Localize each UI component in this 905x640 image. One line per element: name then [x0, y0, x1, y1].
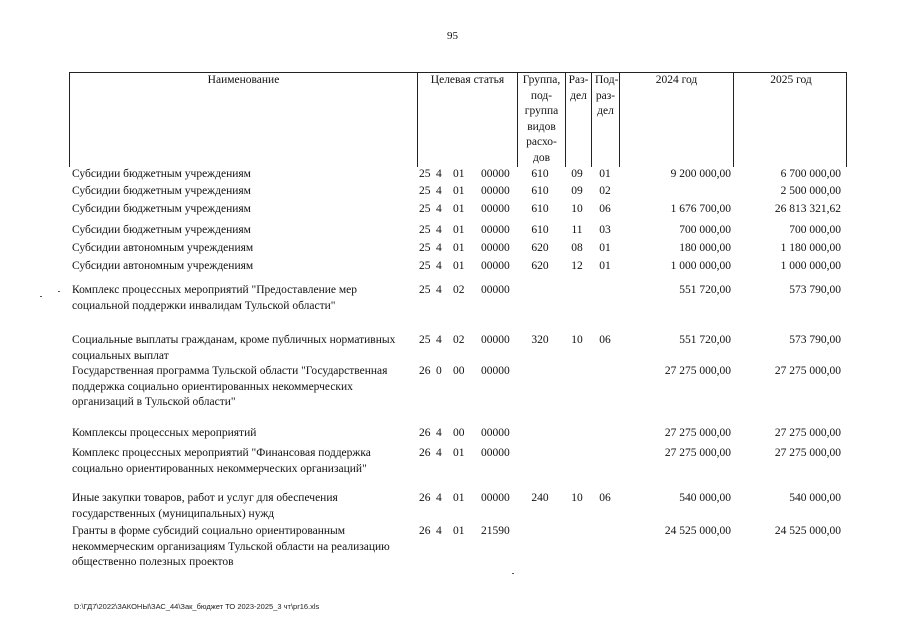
target-code-part: 00000 — [481, 284, 510, 296]
section: 09 — [571, 168, 583, 180]
target-code-part: 4 — [436, 334, 442, 346]
target-code-part: 4 — [436, 168, 442, 180]
header-section: Раз-дел — [565, 73, 591, 167]
expense-group: 610 — [531, 224, 549, 236]
row-name: Социальные выплаты гражданам, кроме публичных нормативных социальных выплат — [72, 334, 396, 362]
table-body — [69, 167, 847, 577]
amount-2025: 2 500 000,00 — [780, 185, 841, 197]
target-code-part: 00000 — [481, 224, 510, 236]
target-code-part: 25 — [419, 260, 431, 272]
subsection: 03 — [599, 224, 611, 236]
table-header — [69, 72, 847, 167]
subsection: 06 — [599, 334, 611, 346]
amount-2024: 180 000,00 — [679, 242, 731, 254]
target-code-part: 00000 — [481, 242, 510, 254]
target-code-part: 00000 — [481, 334, 510, 346]
target-code-part: 0 — [436, 365, 442, 377]
target-code-part: 26 — [419, 492, 431, 504]
target-code-part: 26 — [419, 447, 431, 459]
header-target: Целевая статья — [417, 73, 517, 167]
row-name: Субсидии автономным учреждениям — [72, 242, 254, 254]
amount-2025: 27 275 000,00 — [774, 447, 841, 459]
row-name: Субсидии бюджетным учреждениям — [72, 203, 251, 215]
target-code-part: 26 — [419, 525, 431, 537]
amount-2025: 700 000,00 — [789, 224, 841, 236]
target-code-part: 4 — [436, 525, 442, 537]
amount-2024: 24 525 000,00 — [664, 525, 731, 537]
file-path: D:\ГД7\2022\ЗАКОНЫ\ЗАС_44\Зак_бюджет ТО 2023-2025_3 чт\pr16.xls — [74, 602, 320, 611]
section: 10 — [571, 203, 583, 215]
target-code-part: 00000 — [481, 260, 510, 272]
expense-group: 240 — [531, 492, 549, 504]
section: 11 — [571, 224, 583, 236]
amount-2025: 6 700 000,00 — [780, 168, 841, 180]
target-code-part: 25 — [419, 284, 431, 296]
target-code-part: 00000 — [481, 185, 510, 197]
header-year-2024: 2024 год — [619, 73, 733, 167]
amount-2025: 573 790,00 — [789, 284, 841, 296]
expense-group: 620 — [531, 260, 549, 272]
target-code-part: 00 — [453, 427, 465, 439]
target-code-part: 4 — [436, 260, 442, 272]
section: 10 — [571, 492, 583, 504]
amount-2025: 1 180 000,00 — [780, 242, 841, 254]
target-code-part: 01 — [453, 447, 465, 459]
target-code-part: 01 — [453, 224, 465, 236]
target-code-part: 25 — [419, 224, 431, 236]
header-group: Группа, под-группа видов расхо-дов — [517, 73, 565, 167]
target-code-part: 21590 — [481, 525, 510, 537]
header-name: Наименование — [207, 74, 280, 86]
amount-2024: 27 275 000,00 — [664, 427, 731, 439]
target-code-part: 02 — [453, 334, 465, 346]
target-code-part: 00000 — [481, 203, 510, 215]
scan-speck — [512, 573, 514, 574]
expense-group: 610 — [531, 185, 549, 197]
expense-group: 610 — [531, 203, 549, 215]
expense-group: 620 — [531, 242, 549, 254]
target-code-part: 25 — [419, 203, 431, 215]
target-code-part: 00 — [453, 365, 465, 377]
target-code-part: 00000 — [481, 365, 510, 377]
amount-2024: 700 000,00 — [679, 224, 731, 236]
subsection: 01 — [599, 168, 611, 180]
budget-table — [69, 72, 847, 577]
subsection: 01 — [599, 242, 611, 254]
target-code-part: 25 — [419, 185, 431, 197]
target-code-part: 25 — [419, 242, 431, 254]
target-code-part: 26 — [419, 365, 431, 377]
amount-2025: 573 790,00 — [789, 334, 841, 346]
row-name: Субсидии бюджетным учреждениям — [72, 224, 251, 236]
target-code-part: 01 — [453, 242, 465, 254]
header-subsection: Под-раз-дел — [591, 73, 619, 167]
amount-2025: 24 525 000,00 — [774, 525, 841, 537]
target-code-part: 4 — [436, 203, 442, 215]
amount-2025: 27 275 000,00 — [774, 365, 841, 377]
subsection: 01 — [599, 260, 611, 272]
target-code-part: 4 — [436, 224, 442, 236]
target-code-part: 00000 — [481, 492, 510, 504]
amount-2024: 9 200 000,00 — [670, 168, 731, 180]
row-name: Гранты в форме субсидий социально ориентированным некоммерческим организациям Тульской области на реализацию общественно полезных проектов — [72, 525, 390, 568]
row-name: Субсидии бюджетным учреждениям — [72, 185, 251, 197]
expense-group: 320 — [531, 334, 549, 346]
target-code-part: 4 — [436, 492, 442, 504]
target-code-part: 01 — [453, 185, 465, 197]
row-name: Государственная программа Тульской области "Государственная поддержка социально ориентированных некоммерческих организаций в Тульской области" — [72, 365, 388, 408]
target-code-part: 4 — [436, 447, 442, 459]
row-name: Субсидии автономным учреждениям — [72, 260, 254, 272]
row-name: Иные закупки товаров, работ и услуг для обеспечения государственных (муниципальных) нужд — [72, 492, 338, 520]
scan-speck — [58, 291, 60, 292]
target-code-part: 02 — [453, 284, 465, 296]
target-code-part: 4 — [436, 284, 442, 296]
expense-group: 610 — [531, 168, 549, 180]
amount-2025: 26 813 321,62 — [774, 203, 841, 215]
scan-speck — [40, 296, 42, 297]
amount-2024: 27 275 000,00 — [664, 447, 731, 459]
subsection: 06 — [599, 203, 611, 215]
page-number: 95 — [447, 30, 458, 42]
target-code-part: 25 — [419, 168, 431, 180]
amount-2025: 540 000,00 — [789, 492, 841, 504]
section: 12 — [571, 260, 583, 272]
target-code-part: 25 — [419, 334, 431, 346]
amount-2025: 27 275 000,00 — [774, 427, 841, 439]
amount-2024: 540 000,00 — [679, 492, 731, 504]
target-code-part: 00000 — [481, 447, 510, 459]
target-code-part: 4 — [436, 242, 442, 254]
amount-2025: 1 000 000,00 — [780, 260, 841, 272]
target-code-part: 01 — [453, 168, 465, 180]
subsection: 06 — [599, 492, 611, 504]
target-code-part: 00000 — [481, 168, 510, 180]
row-name: Комплекс процессных мероприятий "Финансовая поддержка социально ориентированных некоммерческих организаций" — [72, 447, 371, 475]
target-code-part: 01 — [453, 260, 465, 272]
section: 10 — [571, 334, 583, 346]
target-code-part: 01 — [453, 203, 465, 215]
row-name: Комплекс процессных мероприятий "Предоставление мер социальной поддержки инвалидам Тульской области" — [72, 284, 358, 312]
section: 09 — [571, 185, 583, 197]
amount-2024: 1 000 000,00 — [670, 260, 731, 272]
target-code-part: 4 — [436, 427, 442, 439]
section: 08 — [571, 242, 583, 254]
target-code-part: 01 — [453, 492, 465, 504]
amount-2024: 551 720,00 — [679, 284, 731, 296]
target-code-part: 01 — [453, 525, 465, 537]
subsection: 02 — [599, 185, 611, 197]
target-code-part: 4 — [436, 185, 442, 197]
target-code-part: 26 — [419, 427, 431, 439]
target-code-part: 00000 — [481, 427, 510, 439]
header-year-2025: 2025 год — [733, 73, 848, 167]
amount-2024: 1 676 700,00 — [670, 203, 731, 215]
row-name: Субсидии бюджетным учреждениям — [72, 168, 251, 180]
row-name: Комплексы процессных мероприятий — [72, 427, 257, 439]
amount-2024: 551 720,00 — [679, 334, 731, 346]
amount-2024: 27 275 000,00 — [664, 365, 731, 377]
